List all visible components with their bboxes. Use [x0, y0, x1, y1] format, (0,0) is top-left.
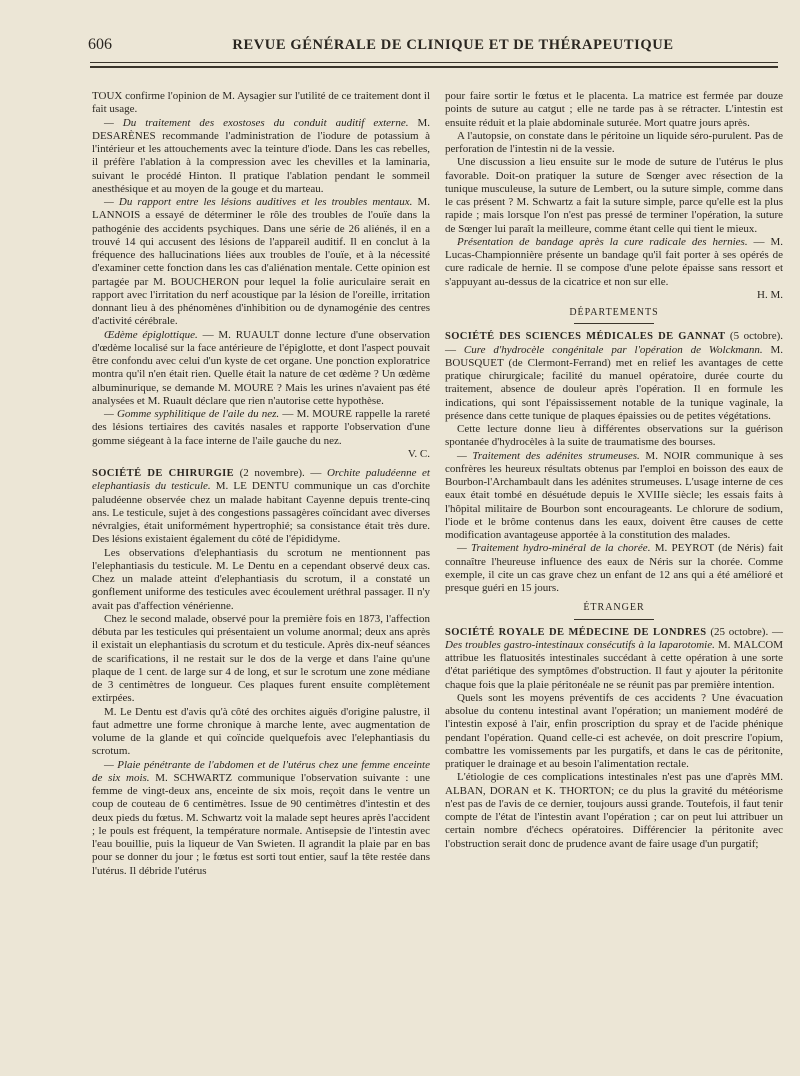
signature: H. M.: [757, 288, 783, 301]
article-title: — Gomme syphilitique de l'aile du nez.: [104, 408, 280, 420]
paragraph: Les observations d'elephantiasis du scrotum ne mentionnent pas l'elephantiasis du testicule. M. Le Dentu en a cependant observé deux cas. Chez un malade atteint d'elephantiasis du scrotum, il a constaté un gonflement uniforme des testicules avec écoulement uréthral passager. Il n'y avait pas d'affection vénérienne.: [92, 546, 430, 612]
paragraph: Une discussion a lieu ensuite sur le mode de suture de l'utérus le plus favorable. Doit-on pratiquer la suture de Sœnger avec résection de la tunique musculeuse, la suture de Lembert, ou la suture simple, comme dans le cas présent ? M. Schwartz a fait la suture simple, parce qu'elle est la plus rapide ; mais lorsque l'on n'est pas pressé de terminer l'opération, la suture de Sœnger lui paraît la meilleure, comme étant celle qui tient le mieux.: [445, 156, 783, 235]
article-title: — Traitement hydro-minéral de la chorée.: [457, 542, 651, 555]
article-title: Cure d'hydrocèle congénitale par l'opération de Wolckmann.: [463, 343, 763, 356]
running-head: REVUE GÉNÉRALE DE CLINIQUE ET DE THÉRAPEUTIQUE: [232, 37, 674, 53]
page-number: 606: [88, 36, 112, 53]
signature: V. C.: [407, 447, 430, 460]
section-rule: [574, 323, 654, 324]
page-header: [88, 36, 778, 58]
paragraph: — Traitement hydro-minéral de la chorée. M. PEYROT (de Néris) fait connaître l'heureuse influence des eaux de Néris sur la chorée. Comme exemple, il cite un cas grave chez un enfant de 12 ans qui a été amélioré et presque guéri en 15 jours.: [445, 542, 784, 594]
article-title: Orchite paludéenne et elephantiasis du testicule.: [92, 467, 430, 493]
paragraph: A l'autopsie, on constate dans le péritoine un liquide séro-purulent. Pas de perforation de l'intestin ni de la vessie.: [445, 129, 783, 155]
header-rule-thin: [90, 62, 778, 63]
paragraph: TOUX confirme l'opinion de M. Aysagier sur l'utilité de ce traitement dont il fait usage.: [92, 90, 430, 116]
paragraph: SOCIÉTÉ DE CHIRURGIE (2 novembre). — Orchite paludéenne et elephantiasis du testicule. M. LE DENTU communique un cas d'orchite paludéenne observée chez un malade habitant Cayenne depuis trente-cinq ans. Le testicule, sujet à des congestions passagères coïncidant avec diverses névralgies, était uniformément hypertrophié; sa consistance était très dure. Des lésions existaient également du côté de l'épididyme.: [92, 467, 431, 546]
article-title: — Plaie pénétrante de l'abdomen et de l'utérus chez une femme enceinte de six mois.: [92, 758, 430, 784]
paragraph: — Plaie pénétrante de l'abdomen et de l'utérus chez une femme enceinte de six mois. M. SCHWARTZ communique l'observation suivante : une femme de vingt-deux ans, enceinte de six mois, reçoit dans le ventre un coup de couteau de 6 centimètres. Issue de 90 centimètres d'intestin et des deux pieds du fœtus. M. Schwartz voit la malade sept heures après l'accident ; le pouls est fréquent, la température normale. Antisepsie de l'intestin avec l'eau bouillie, puis la liqueur de Van Swieten. Il agrandit la plaie par en bas pour se donner du jour ; le fœtus est sorti tout entier, sauf la tête restée dans l'utérus. Il débride l'utérus: [92, 758, 430, 877]
article-title: — Du traitement des exostoses du conduit auditif externe.: [104, 116, 409, 129]
article-title: Présentation de bandage après la cure radicale des hernies.: [457, 235, 748, 248]
paragraph: Œdème épiglottique. — M. RUAULT donne lecture d'une observation d'œdème localisé sur la face antérieure de l'épiglotte, et dont l'aspect pouvait être confondu avec celui d'un kyste de cet organe. Une ponction exploratrice montra qu'il n'en était rien. Quelle était la nature de cet œdème ? Un œdème albuminurique, se demande M. MOURE ? Mais les urines n'avaient pas été analysées et M. Ruault déclare que rien n'autorise cette hypothèse.: [92, 328, 431, 407]
paragraph: SOCIÉTÉ DES SCIENCES MÉDICALES DE GANNAT (5 octobre). — Cure d'hydrocèle congénitale par l'opération de Wolckmann. M. BOUSQUET (de Clermont-Ferrand) met en relief les avantages de cette pratique chirurgicale; facilité du manuel opératoire, durée courte du traitement, absence de douleur après l'opération. Il en formule les indications, qui sont l'épaississement notable de la tunique vaginale, la présence dans cette tunique de plaques épaissies ou de petites végétations.: [445, 330, 784, 422]
left-column: [92, 90, 430, 878]
paragraph: pour faire sortir le fœtus et le placenta. La matrice est fermée par douze points de suture au catgut ; elle ne tarde pas à se rétracter. L'intestin est ensuite réduit et la plaie abdominale suturée. Mort quatre jours après.: [445, 90, 783, 129]
paragraph: — Gomme syphilitique de l'aile du nez. — M. MOURE rappelle la rareté des lésions tertiaires des cavités nasales et rapporte l'observation d'une gomme siégeant à la face interne de l'aile gauche du nez.: [92, 408, 430, 447]
section-heading-etranger: ÉTRANGER: [583, 602, 645, 614]
section-rule: [574, 619, 654, 620]
paragraph: SOCIÉTÉ ROYALE DE MÉDECINE DE LONDRES (25 octobre). — Des troubles gastro-intestinaux consécutifs à la laparotomie. M. MALCOM attribue les flatuosités intestinales succédant à cette opération à une sorte d'état pariétique des symptômes d'obstruction. Il faut y ajouter la péritonite chaque fois que la plaie péritonéale ne se réunit pas par première intention.: [445, 625, 783, 691]
paragraph: M. Le Dentu est d'avis qu'à côté des orchites aiguës d'origine palustre, il faut admettre une forme chronique à marche lente, avec augmentation de volume de la glande et qui coïncide quelquefois avec l'elephantiasis du scrotum.: [92, 705, 430, 758]
paragraph: — Traitement des adénites strumeuses. M. NOIR communique à ses confrères les heureux résultats obtenus par l'emploi en boisson des eaux de Bourbon-l'Archambault dans les adénites strumeuses. L'usage interne de ces eaux était tombé en désuétude depuis le XVIIIe siècle; les essais faits à l'hôpital militaire de Bourbon sont encourageants. Le chlorure de sodium, l'iode et le brôme contenus dans les eaux, doivent être causes de cette modification avantageuse apportée à la constitution des malades.: [445, 449, 783, 541]
paragraph: L'étiologie de ces complications intestinales n'est pas une d'après MM. ALBAN, DORAN et K. THORTON; ce du plus la gravité du météorisme n'est pas de l'avis de ce dernier, toujours aussi grande. Toutefois, il faut tenir compte de l'état de l'intestin avant l'opération ; car on peut lui attribuer un certain nombre d'échecs opératoires. Différencier la péritonite avec l'obstruction serait donc de prudence avant de faire usage d'un purgatif;: [445, 771, 783, 850]
society-heading: SOCIÉTÉ ROYALE DE MÉDECINE DE LONDRES: [445, 626, 707, 638]
paragraph: — Du rapport entre les lésions auditives et les troubles mentaux. M. LANNOIS a essayé de déterminer le rôle des troubles de l'ouïe dans la pathogénie des accidents psychiques. Dans une série de 26 aliénés, il en a trouvé 14 qui accusent des lésions de l'appareil auditif. Il en conclut à la fréquence des hallucinations liées aux troubles de l'ouïe, et à la nécessité d'examiner cette fonction dans les cas d'aliénation mentale. Cette opinion est partagée par M. BOUCHERON pour lequel la folie auriculaire serait en rapport avec l'irritation du nerf acoustique par la lésion de l'oreille, irritation donnant lieu à des phénomènes d'inhibition ou de dynamogénie des centres d'activité cérébrale.: [92, 196, 430, 328]
society-heading: SOCIÉTÉ DE CHIRURGIE: [92, 468, 235, 479]
paragraph: Présentation de bandage après la cure radicale des hernies. — M. Lucas-Championnière présente un bandage qu'il fait porter à ses opérés de cure radicale de hernie. Il se compose d'une pelote épaisse sans ressort et s'appuyant au-dessus de la cicatrice et non sur elle.: [445, 235, 784, 288]
right-column: [445, 90, 783, 851]
paragraph: — Du traitement des exostoses du conduit auditif externe. M. DESARÈNES recommande l'administration de l'iodure de potassium à l'intérieur et les attouchements avec la teinture d'iode. Dans les cas rebelles, il préfère l'ablation à la compression avec les chevilles et la laminaria, suivant le procédé Hinton. Il pratique l'ablation pendant le sommeil anesthésique et au moyen de la gouge et du marteau.: [92, 116, 430, 195]
society-heading: SOCIÉTÉ DES SCIENCES MÉDICALES DE GANNAT: [445, 331, 726, 343]
article-title: Des troubles gastro-intestinaux consécutifs à la laparotomie.: [445, 638, 715, 651]
paragraph: Cette lecture donne lieu à différentes observations sur la guérison spontanée d'hydrocèles à la suite de traumatisme des bourses.: [445, 423, 783, 449]
paragraph: Quels sont les moyens préventifs de ces accidents ? Une évacuation absolue du contenu intestinal avant l'opération; un maniement modéré de l'intestin exposé à l'air, enfin proscription du spray et de l'acide phénique pendant l'opération. Quand celle-ci est achevée, on doit prescrire l'opium, combattre les vomissements par les purgatifs, et dans le cas de péritonite, pratiquer le drainage et au besoin l'alimentation rectale.: [445, 691, 783, 770]
paragraph: Chez le second malade, observé pour la première fois en 1873, l'affection débuta par les testicules qui présentaient un volume anormal; deux ans après il existait un elephantiasis du scrotum et du testicule. Après dix-neuf séances de scarifications, il ne restait sur le dos de la verge et dans l'aine qu'une plaque de 1 cent. de large sur 4 de long, et sur le scrotum une zone médiane de 3 centimètres de longueur. Ces plaques furent ensuite complètement extirpées.: [92, 612, 430, 705]
article-title: — Du rapport entre les lésions auditives et les troubles mentaux.: [104, 196, 413, 208]
article-title: Œdème épiglottique.: [104, 328, 198, 341]
header-rule-thick: [90, 66, 778, 68]
article-title: — Traitement des adénites strumeuses.: [457, 449, 640, 462]
section-heading-departements: DÉPARTEMENTS: [569, 307, 659, 318]
